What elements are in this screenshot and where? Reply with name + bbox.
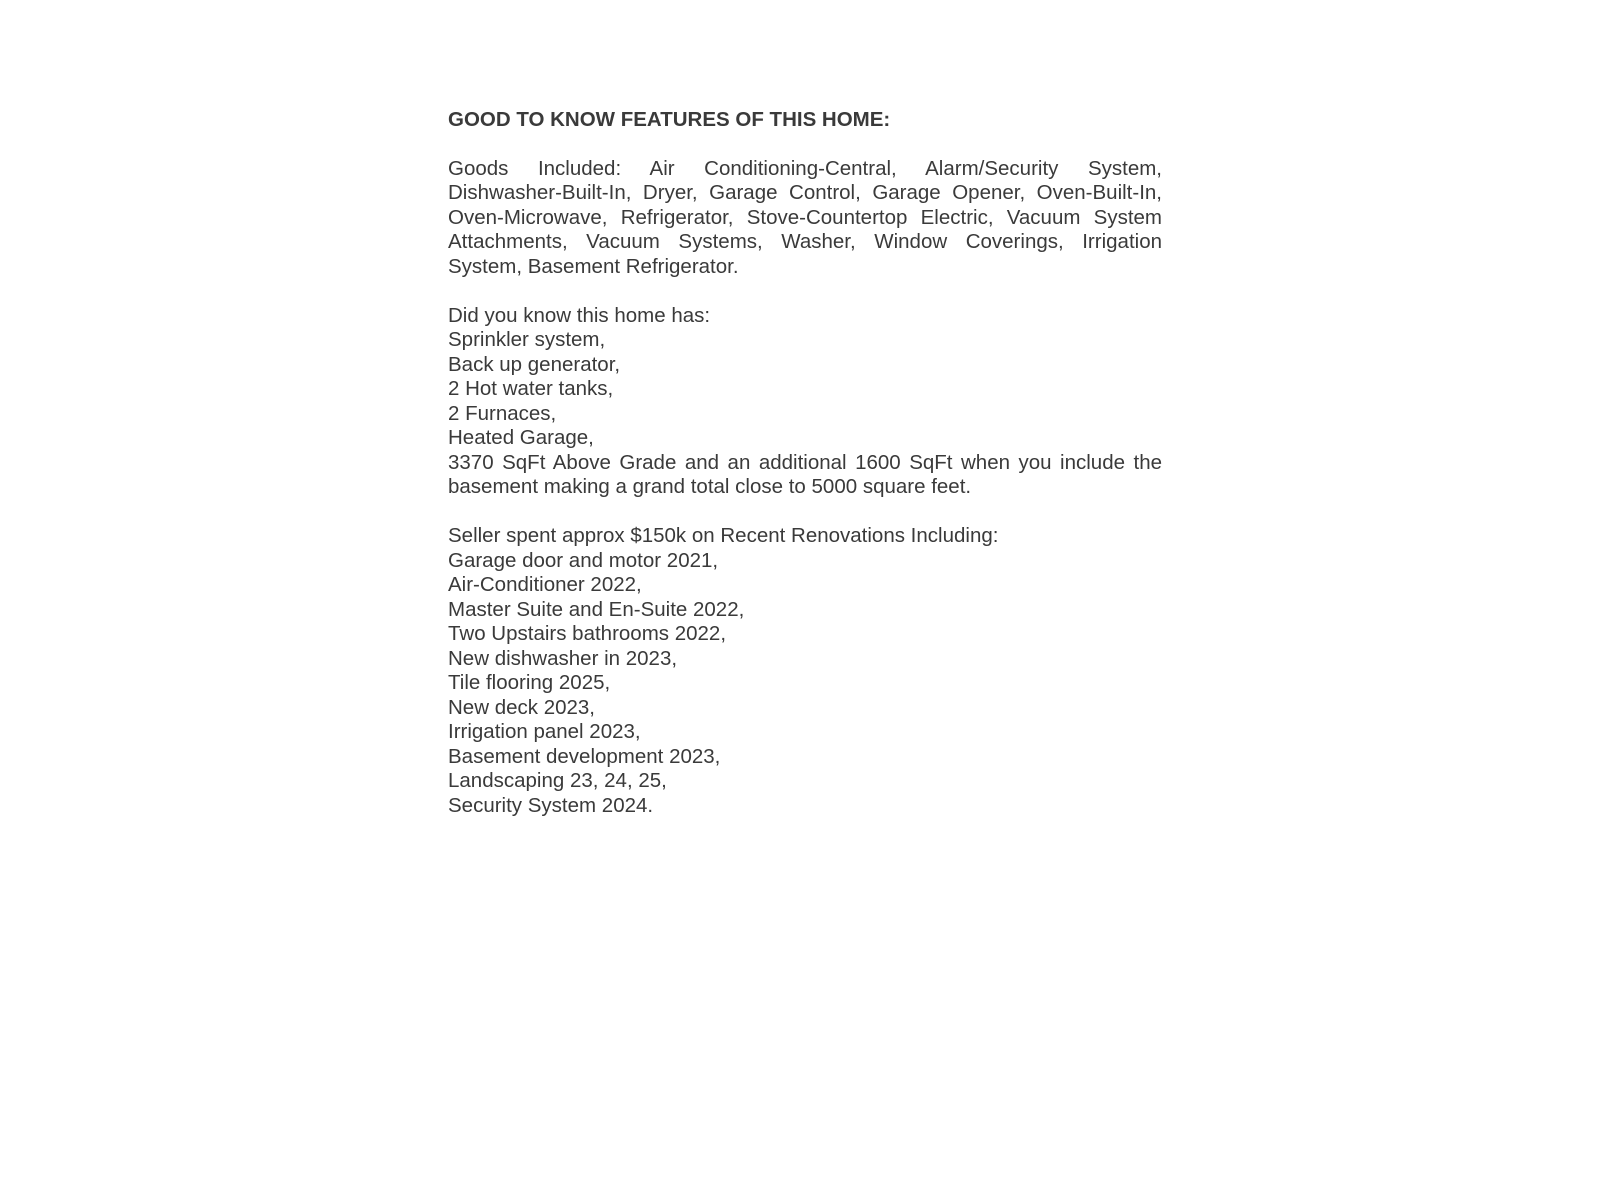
renovation-item: New deck 2023, bbox=[448, 695, 596, 719]
renovation-item: Landscaping 23, 24, 25, bbox=[448, 769, 667, 792]
renovation-item: Security System 2024. bbox=[448, 793, 654, 817]
feature-item: Sprinkler system, bbox=[448, 328, 606, 351]
feature-item: Back up generator, bbox=[448, 352, 621, 376]
renovations-intro: Seller spent approx $150k on Recent Renovations Including: bbox=[448, 524, 999, 547]
renovation-item: New dishwasher in 2023, bbox=[448, 646, 678, 670]
features-document bbox=[448, 108, 1162, 843]
did-you-know-intro: Did you know this home has: bbox=[448, 303, 711, 327]
did-you-know-section bbox=[448, 304, 1162, 500]
renovations-section bbox=[448, 524, 1162, 818]
renovation-item: Air-Conditioner 2022, bbox=[448, 573, 642, 596]
renovation-item: Garage door and motor 2021, bbox=[448, 548, 719, 572]
feature-item: 2 Furnaces, bbox=[448, 401, 557, 425]
renovation-item: Tile flooring 2025, bbox=[448, 671, 611, 694]
renovation-item: Irrigation panel 2023, bbox=[448, 720, 641, 743]
square-footage-text: 3370 SqFt Above Grade and an additional 1600 SqFt when you include the basement making a grand total close to 5000 square feet. bbox=[448, 450, 1162, 498]
renovation-item: Two Upstairs bathrooms 2022, bbox=[448, 622, 727, 645]
feature-item: 2 Hot water tanks, bbox=[448, 377, 614, 400]
renovation-item: Master Suite and En-Suite 2022, bbox=[448, 597, 745, 621]
page-title: GOOD TO KNOW FEATURES OF THIS HOME: bbox=[448, 108, 891, 131]
goods-included-paragraph: Goods Included: Air Conditioning-Central, Alarm/Security System, Dishwasher-Built-In, Dryer, Garage Control, Garage Opener, Oven-Built-In, Oven-Microwave, Refrigerator, Stove-Countertop Electric, Vacuum System Attachments, Vacuum Systems, Washer, Window Coverings, Irrigation System, Basement Refrigerator. bbox=[448, 156, 1162, 278]
feature-item: Heated Garage, bbox=[448, 426, 594, 449]
renovation-item: Basement development 2023, bbox=[448, 744, 721, 768]
